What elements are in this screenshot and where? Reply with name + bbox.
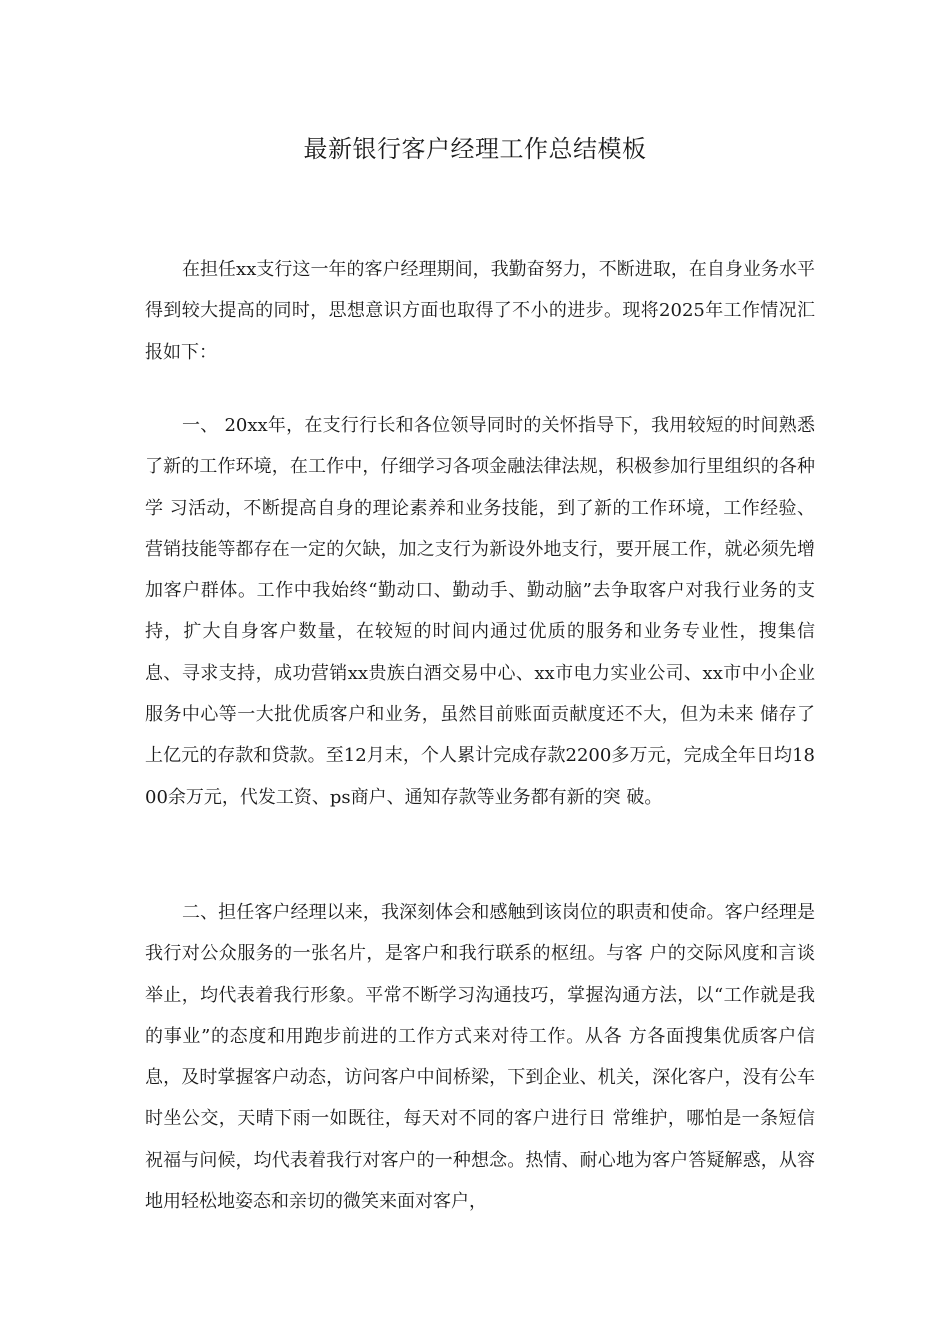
document-title: 最新银行客户经理工作总结模板 — [303, 135, 647, 163]
paragraph-text: 一、 20xx年，在支行行长和各位领导同时的关怀指导下，我用较短的时间熟悉了新的工作环境，在工作中，仔细学习各项金融法律法规，积极参加行里组织的各种学 习活动，不断提高自身的理论素养和业务技能，到了新的工作环境，工作经验、营销技能等都存在一定的欠缺，加之支行为新设外地支行，要开展工作，就必须先增 加客户群体。工作中我始终“勤动口、勤动手、勤动脑”去争取客户对我行业务的支持，扩大自身客户数量，在较短的时间内通过优质的服务和业务专业性，搜集信 息、寻求支持，成功营销xx贵族白酒交易中心、xx市电力实业公司、xx市中小企业服务中心等一大批优质客户和业务，虽然目前账面贡献度还不大，但为未来 储存了上亿元的存款和贷款。至12月末，个人累计完成存款2200多万元，完成全年日均1800余万元，代发工资、ps商户、通知存款等业务都有新的突 破。 — [145, 415, 815, 808]
paragraph-text: 在担任xx支行这一年的客户经理期间，我勤奋努力，不断进取，在自身业务水平得到较大提高的同时，思想意识方面也取得了不小的进步。现将2025年工作情况汇报如下： — [145, 259, 815, 363]
paragraph-section-one — [145, 405, 815, 818]
paragraph-intro — [145, 249, 815, 373]
paragraph-text: 二、担任客户经理以来，我深刻体会和感触到该岗位的职责和使命。客户经理是我行对公众服务的一张名片，是客户和我行联系的枢纽。与客 户的交际风度和言谈举止，均代表着我行形象。平常不断学习沟通技巧，掌握沟通方法，以“工作就是我的事业”的态度和用跑步前进的工作方式来对待工作。从各 方各面搜集优质客户信息，及时掌握客户动态，访问客户中间桥梁，下到企业、机关，深化客户，没有公车时坐公交，天晴下雨一如既往，每天对不同的客户进行日 常维护，哪怕是一条短信祝福与问候，均代表着我行对客户的一种想念。热情、耐心地为客户答疑解惑，从容地用轻松地姿态和亲切的微笑来面对客户， — [145, 902, 815, 1213]
paragraph-section-two — [145, 892, 815, 1222]
